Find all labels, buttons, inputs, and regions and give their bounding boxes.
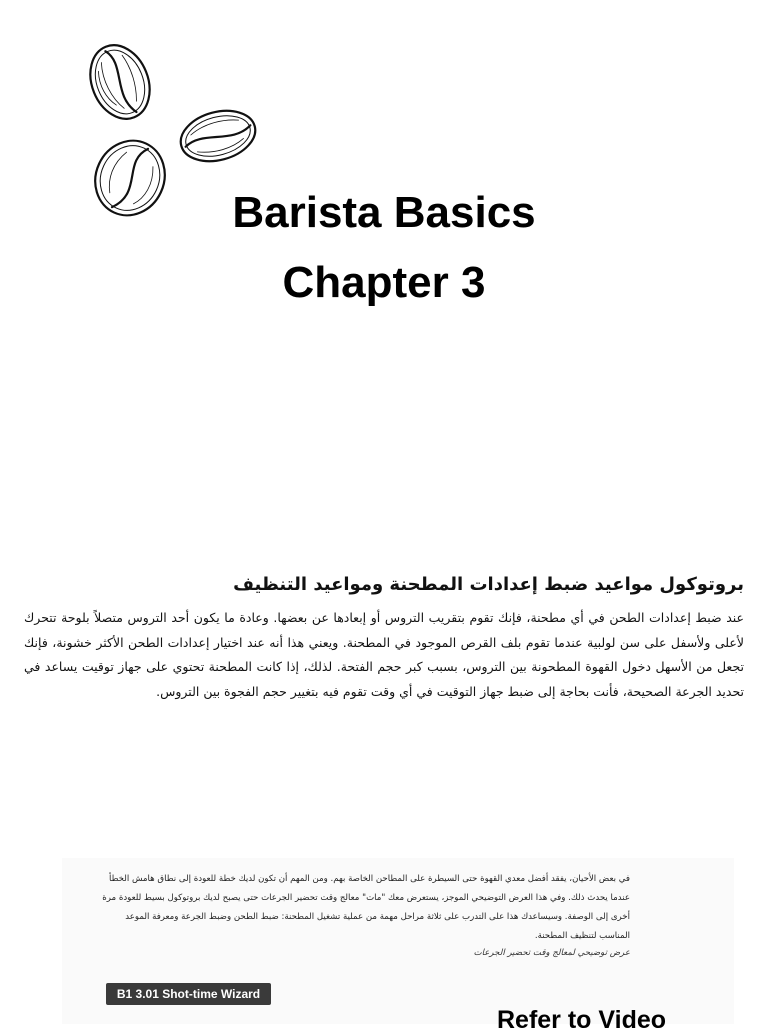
refer-to-video-heading: Refer to Video bbox=[497, 1006, 667, 1034]
section-paragraph: عند ضبط إعدادات الطحن في أي مطحنة، فإنك تقوم بتقريب التروس أو إبعادها عن بعضها. وعادة ما يكون أحد التروس متصلاً بلوحة تتحرك لأعلى ولأسفل على سن لولبية عندما تقوم بلف القرص الموجود في المطحنة. ويعني هذا أنه عند اختيار إعدادات الطحن الأكثر خشونة، فإنك تجعل من الأسهل دخول القهوة المطحونة بين التروس، بسبب كبر حجم الفتحة. لذلك، إذا كانت المطحنة تحتوي على جهاز توقيت يساعد في تحديد الجرعة الصحيحة، فأنت بحاجة إلى ضبط جهاز التوقيت في أي وقت تقوم فيه بتغيير حجم الفجوة بين التروس. bbox=[24, 610, 744, 699]
coffee-bean-icon bbox=[80, 40, 160, 128]
section-heading: بروتوكول مواعيد ضبط إعدادات المطحنة ومواعيد التنظيف bbox=[233, 574, 744, 595]
video-badge[interactable]: B1 3.01 Shot-time Wizard bbox=[106, 983, 271, 1005]
video-caption: عرض توضيحي لمعالج وقت تحضير الجرعات bbox=[473, 948, 630, 958]
document-title: Barista Basics bbox=[232, 188, 536, 237]
chapter-title: Chapter 3 bbox=[282, 258, 486, 307]
coffee-bean-icon bbox=[175, 103, 261, 169]
video-note-text: في بعض الأحيان، يفقد أفضل معدي القهوة حتى السيطرة على المطاحن الخاصة بهم. ومن المهم أن تكون لديك خطة للعودة إلى نطاق هامش الخطأ عندما يحدث ذلك. وفي هذا العرض التوضيحي الموجز، يستعرض معك "مات" معالج وقت تحضير الجرعات حتى يصبح لديك بروتوكول بسيط للعودة مرة أخرى إلى الوصفة. وسيساعدك هذا على التدرب على ثلاثة مراحل مهمة من عملية تشغيل المطحنة: ضبط الطحن وضبط الجرعة ومعرفة الموعد المناسب لتنظيف المطحنة. bbox=[102, 874, 630, 941]
